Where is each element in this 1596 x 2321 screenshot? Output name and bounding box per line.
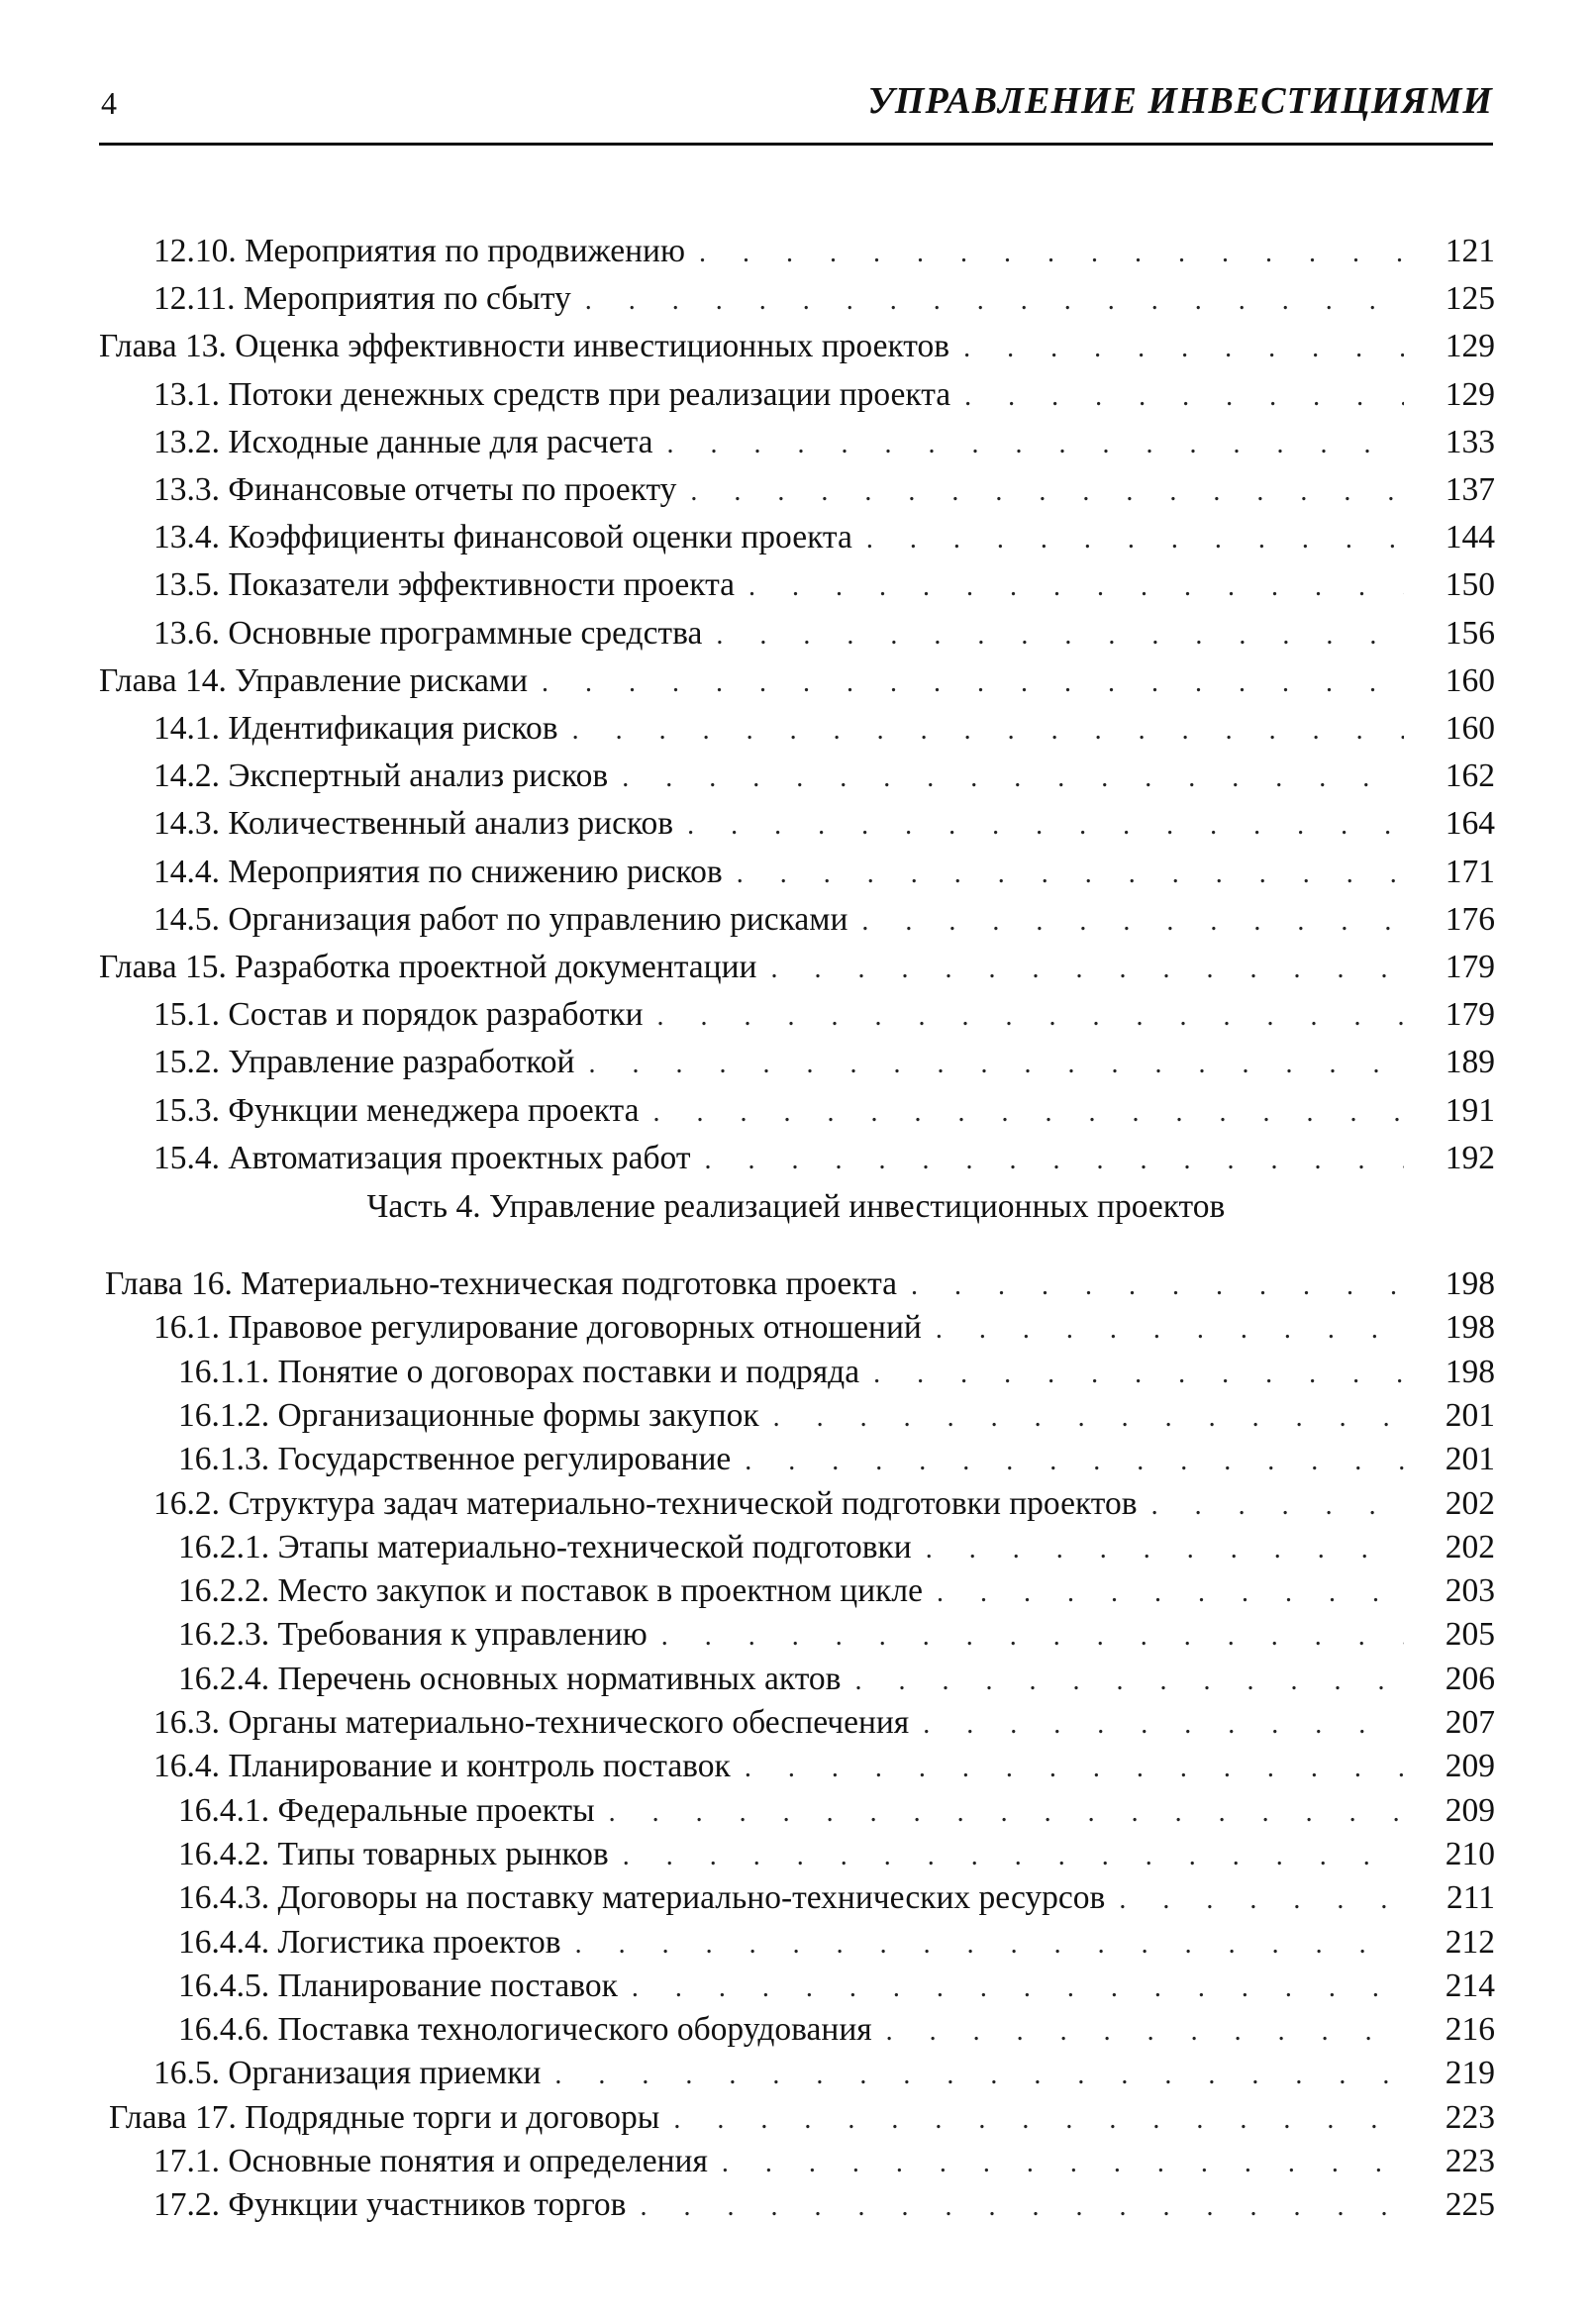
toc-entry (153, 233, 1495, 275)
dot-leader (722, 2148, 1404, 2185)
toc-entry-page: 133 (1445, 423, 1495, 460)
dot-leader (542, 667, 1404, 705)
toc-entry-label: 14.3. Количественный анализ рисков (153, 805, 674, 843)
toc-entry-page: 191 (1445, 1091, 1495, 1129)
toc-entry-label: 12.11. Мероприятия по сбыту (153, 280, 571, 318)
toc-entry-page: 212 (1445, 1923, 1495, 1961)
toc-entry-label: 12.10. Мероприятия по продвижению (153, 233, 685, 269)
toc-entry-label: 13.2. Исходные данные для расчета (153, 423, 653, 460)
dot-leader (575, 1929, 1404, 1967)
toc-entry (178, 1441, 1495, 1483)
toc-entry-label: 13.3. Финансовые отчеты по проекту (153, 471, 677, 508)
toc-entry-label: Глава 14. Управление рисками (99, 661, 528, 699)
dot-leader (926, 1534, 1404, 1571)
dot-leader (873, 1359, 1404, 1396)
running-title: УПРАВЛЕНИЕ ИНВЕСТИЦИЯМИ (867, 80, 1493, 122)
toc-entry-label: 16.4.1. Федеральные проекты (178, 1791, 595, 1829)
toc-entry-label: Глава 13. Оценка эффективности инвестиционных проектов (99, 328, 950, 365)
toc-entry-page: 129 (1445, 375, 1495, 413)
toc-entry-label: 14.5. Организация работ по управлению рисками (153, 900, 848, 938)
toc-entry-label: 16.1.1. Понятие о договорах поставки и подряда (178, 1353, 860, 1390)
dot-leader (623, 1841, 1404, 1878)
toc-entry-label: Глава 16. Материально-техническая подготовка проекта (105, 1265, 897, 1302)
dot-leader (690, 476, 1404, 514)
dot-leader (609, 1797, 1404, 1835)
toc-entry (178, 1354, 1495, 1396)
dot-leader (964, 381, 1404, 419)
dot-leader (886, 2016, 1404, 2054)
toc-entry (153, 615, 1495, 657)
toc-entry-label: 16.4.6. Поставка технологического оборудования (178, 2011, 872, 2049)
toc-entry-page: 176 (1445, 900, 1495, 938)
toc-entry-label: 16.2.2. Место закупок и поставок в проектном цикле (178, 1572, 924, 1610)
dot-leader (1119, 1884, 1404, 1922)
toc-entry-label: 17.1. Основные понятия и определения (153, 2143, 708, 2179)
toc-entry-page: 198 (1445, 1265, 1495, 1302)
toc-entry-page: 202 (1445, 1484, 1495, 1522)
toc-entry-page: 214 (1445, 1967, 1495, 2004)
page-header (99, 79, 1493, 146)
toc-entry (99, 949, 1495, 991)
dot-leader (937, 1577, 1404, 1615)
dot-leader (652, 1097, 1404, 1135)
toc-entry-label: 16.2.1. Этапы материально-технической подготовки (178, 1528, 912, 1565)
toc-entry-label: Глава 15. Разработка проектной документации (99, 949, 757, 985)
dot-leader (622, 762, 1404, 800)
toc-entry-label: 17.2. Функции участников торгов (153, 2186, 627, 2224)
toc-entry-page: 156 (1445, 614, 1495, 652)
toc-entry-label: 15.3. Функции менеджера проекта (153, 1091, 640, 1129)
toc-entry-label: 16.2.3. Требования к управлению (178, 1616, 648, 1654)
toc-entry-label: 13.6. Основные программные средства (153, 614, 703, 652)
toc-entry-label: 16.2. Структура задач материально-технической подготовки проектов (153, 1484, 1138, 1522)
toc-entry-label: 16.3. Органы материально-технического обеспечения (153, 1704, 910, 1741)
toc-entry (178, 1792, 1495, 1835)
toc-entry-page: 202 (1445, 1528, 1495, 1565)
toc-entry (178, 1529, 1495, 1571)
toc-entry (153, 280, 1495, 323)
toc-entry-page: 125 (1445, 280, 1495, 318)
dot-leader (572, 715, 1404, 753)
toc-entry (153, 1140, 1495, 1182)
toc-entry-label: 16.2.4. Перечень основных нормативных актов (178, 1660, 842, 1697)
toc-entry (153, 1309, 1495, 1352)
toc-entry-page: 164 (1445, 805, 1495, 843)
toc-entry-label: 16.4.2. Типы товарных рынков (178, 1835, 609, 1872)
dot-leader (745, 1446, 1404, 1483)
toc-entry (153, 519, 1495, 561)
toc-entry-page: 223 (1445, 2098, 1495, 2136)
toc-entry-label: 13.5. Показатели эффективности проекта (153, 566, 735, 604)
toc-entry-page: 160 (1445, 710, 1495, 747)
toc-entry-page: 121 (1445, 233, 1495, 269)
dot-leader (1151, 1490, 1404, 1528)
part-heading: Часть 4. Управление реализацией инвестиционных проектов (366, 1188, 1226, 1225)
dot-leader (773, 1402, 1404, 1440)
toc-entry (178, 1836, 1495, 1878)
toc-entry (153, 1704, 1495, 1747)
dot-leader (737, 858, 1404, 896)
toc-entry-page: 198 (1445, 1353, 1495, 1390)
page-number: 4 (101, 85, 117, 121)
toc-entry (153, 2055, 1495, 2097)
toc-entry (178, 1661, 1495, 1703)
toc-entry-page: 160 (1445, 661, 1495, 699)
toc-entry-label: 13.1. Потоки денежных средств при реализации проекта (153, 375, 951, 413)
dot-leader (657, 1001, 1404, 1039)
toc-entry (109, 2099, 1495, 2142)
toc-entry-page: 209 (1445, 1791, 1495, 1829)
toc-entry-page: 219 (1445, 2055, 1495, 2092)
toc-entry-label: 15.4. Автоматизация проектных работ (153, 1139, 691, 1176)
dot-leader (661, 1621, 1404, 1659)
toc-entry-label: 16.4. Планирование и контроль поставок (153, 1748, 731, 1785)
toc-entry (153, 710, 1495, 753)
toc-entry-label: 16.1.2. Организационные формы закупок (178, 1396, 759, 1434)
toc-entry-page: 189 (1445, 1044, 1495, 1081)
dot-leader (936, 1314, 1404, 1352)
dot-leader (554, 2060, 1404, 2097)
toc-entry-page: 216 (1445, 2011, 1495, 2049)
toc-entry-label: 14.4. Мероприятия по снижению рисков (153, 853, 723, 890)
toc-entry-label: 14.1. Идентификация рисков (153, 710, 558, 747)
toc-entry (153, 996, 1495, 1039)
toc-entry-page: 192 (1445, 1139, 1495, 1176)
toc-entry-page: 150 (1445, 566, 1495, 604)
dot-leader (923, 1709, 1404, 1747)
toc-entry (153, 566, 1495, 609)
dot-leader (673, 2104, 1404, 2142)
toc-entry (178, 1968, 1495, 2010)
toc-entry-page: 211 (1446, 1879, 1495, 1917)
toc-entry-label: 16.5. Организация приемки (153, 2055, 542, 2092)
toc-entry (153, 376, 1495, 419)
toc-entry (153, 854, 1495, 896)
toc-entry (178, 1924, 1495, 1967)
toc-entry (153, 1044, 1495, 1086)
toc-entry-page: 207 (1445, 1704, 1495, 1741)
dot-leader (640, 2191, 1404, 2229)
toc-entry-page: 129 (1445, 328, 1495, 365)
dot-leader (716, 620, 1404, 657)
toc-entry (99, 662, 1495, 705)
dot-leader (687, 810, 1404, 848)
dot-leader (861, 906, 1404, 944)
dot-leader (911, 1270, 1404, 1308)
toc-entry-label: 16.4.5. Планирование поставок (178, 1967, 618, 2004)
dot-leader (866, 524, 1404, 561)
toc-entry (178, 1616, 1495, 1659)
toc-entry-page: 210 (1445, 1835, 1495, 1872)
toc-entry-label: 15.2. Управление разработкой (153, 1044, 575, 1081)
toc-entry (153, 901, 1495, 944)
toc-entry-label: 16.1.3. Государственное регулирование (178, 1441, 732, 1478)
dot-leader (770, 954, 1404, 991)
toc-entry (178, 1879, 1495, 1922)
toc-entry (153, 1748, 1495, 1790)
toc-entry-page: 179 (1445, 996, 1495, 1034)
toc-entry (153, 2143, 1495, 2185)
toc-entry-page: 201 (1445, 1396, 1495, 1434)
dot-leader (588, 1049, 1404, 1086)
dot-leader (667, 429, 1405, 466)
dot-leader (745, 1753, 1404, 1790)
toc-entry (153, 2186, 1495, 2229)
toc-entry-page: 206 (1445, 1660, 1495, 1697)
toc-entry-page: 209 (1445, 1748, 1495, 1785)
toc-entry-label: 16.4.4. Логистика проектов (178, 1923, 561, 1961)
dot-leader (748, 571, 1404, 609)
toc-entry-label: Глава 17. Подрядные торги и договоры (109, 2098, 660, 2136)
dot-leader (705, 1145, 1405, 1182)
toc-entry-page: 205 (1445, 1616, 1495, 1654)
toc-entry (153, 805, 1495, 848)
dot-leader (854, 1665, 1404, 1703)
toc-entry (153, 1485, 1495, 1528)
toc-entry-label: 15.1. Состав и порядок разработки (153, 996, 644, 1034)
toc-entry (178, 1397, 1495, 1440)
toc-entry-page: 223 (1445, 2143, 1495, 2179)
toc-entry (153, 424, 1495, 466)
dot-leader (699, 238, 1404, 275)
toc-entry-page: 198 (1445, 1309, 1495, 1347)
toc-entry (178, 2011, 1495, 2054)
toc-entry-page: 179 (1445, 949, 1495, 985)
toc-entry-page: 225 (1445, 2186, 1495, 2224)
toc-entry-page: 203 (1445, 1572, 1495, 1610)
toc-entry (153, 471, 1495, 514)
dot-leader (632, 1972, 1404, 2010)
toc-entry-page: 137 (1445, 471, 1495, 508)
dot-leader (585, 285, 1404, 323)
toc-entry-label: 13.4. Коэффициенты финансовой оценки проекта (153, 519, 852, 556)
toc-entry-page: 144 (1445, 519, 1495, 556)
toc-entry (178, 1572, 1495, 1615)
toc-entry-page: 162 (1445, 757, 1495, 795)
toc-entry (153, 757, 1495, 800)
toc-entry-label: 14.2. Экспертный анализ рисков (153, 757, 609, 795)
toc-entry (99, 328, 1495, 370)
dot-leader (963, 333, 1404, 370)
toc-entry (153, 1092, 1495, 1135)
toc-entry (105, 1265, 1495, 1308)
toc-entry-page: 201 (1445, 1441, 1495, 1478)
toc-entry-page: 171 (1445, 853, 1495, 890)
toc-entry-label: 16.1. Правовое регулирование договорных отношений (153, 1309, 922, 1347)
toc-entry-label: 16.4.3. Договоры на поставку материально-технических ресурсов (178, 1879, 1106, 1917)
